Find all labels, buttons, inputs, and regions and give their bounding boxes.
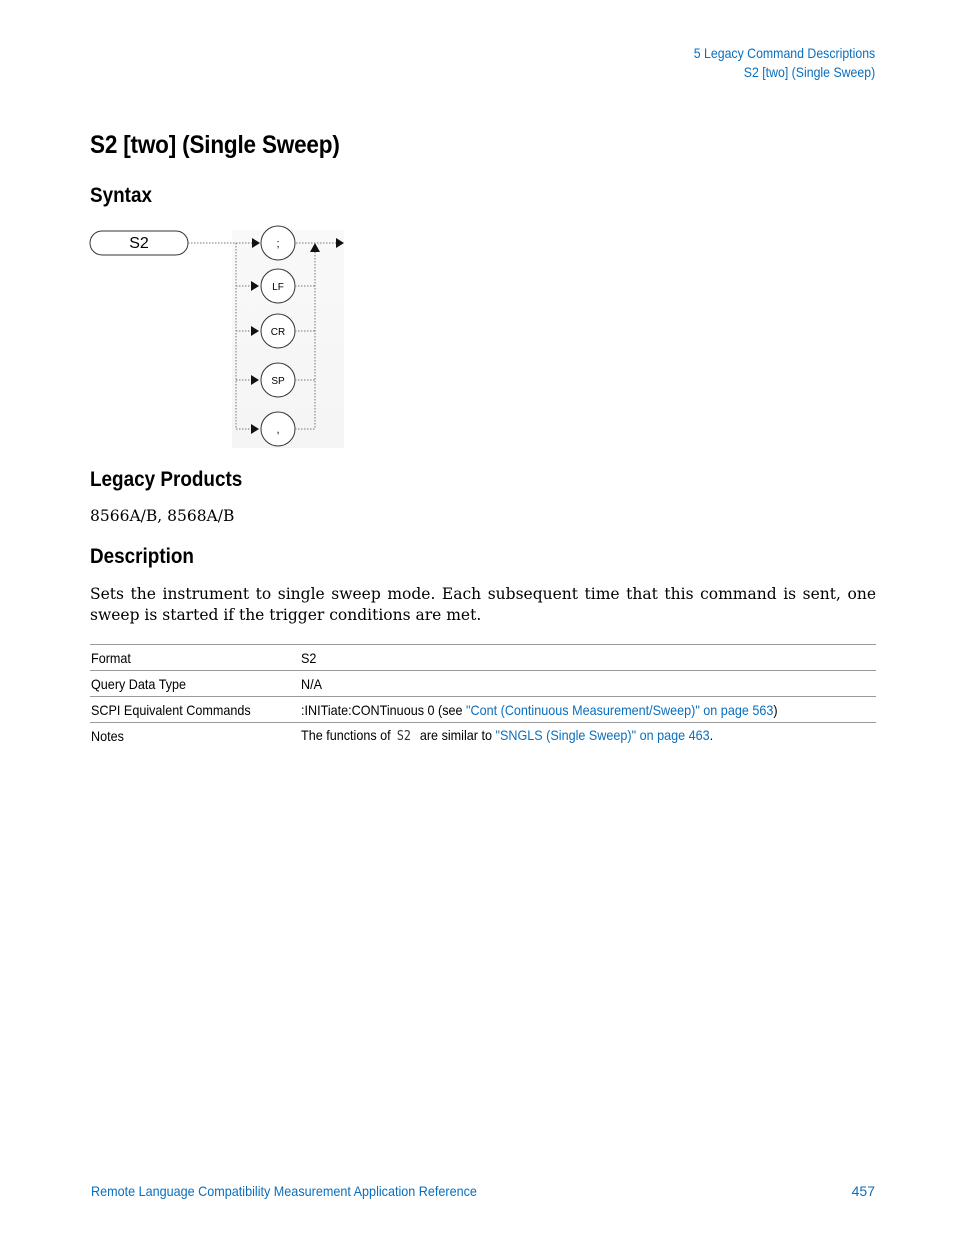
scpi-suffix: )	[773, 701, 778, 718]
svg-text:LF: LF	[272, 282, 284, 293]
query-data-type-value: N/A	[301, 675, 323, 692]
format-value: S2	[301, 649, 317, 666]
sngls-link[interactable]: "SNGLS (Single Sweep)" on page 463	[495, 727, 710, 743]
footer-book-title[interactable]: Remote Language Compatibility Measurement Application Reference	[91, 1183, 477, 1199]
command-pill	[90, 231, 188, 255]
running-header	[669, 44, 875, 82]
query-data-type-label: Query Data Type	[91, 675, 187, 692]
svg-text:,: ,	[276, 424, 280, 436]
cont-link[interactable]: "Cont (Continuous Measurement/Sweep)" on page 563	[466, 701, 774, 718]
scpi-command: :INITiate:CONTinuous 0 (see	[301, 701, 467, 718]
scpi-label: SCPI Equivalent Commands	[91, 701, 251, 718]
syntax-heading: Syntax	[90, 184, 152, 207]
notes-label: Notes	[91, 727, 124, 744]
legacy-products-heading: Legacy Products	[90, 468, 243, 491]
terminator-semicolon	[261, 226, 295, 260]
table-row	[90, 645, 876, 671]
description-text: Sets the instrument to single sweep mode. Each subsequent time that this command is sent, one sweep is started if the trigger conditions are met.	[90, 585, 876, 624]
table-row	[90, 671, 876, 697]
command-label: S2	[129, 235, 149, 252]
header-chapter-link[interactable]: 5 Legacy Command Descriptions	[693, 45, 875, 61]
notes-prefix: The functions of	[301, 727, 395, 743]
notes-middle: are similar to	[416, 727, 496, 743]
svg-text:SP: SP	[271, 376, 285, 387]
page-title: S2 [two] (Single Sweep)	[90, 131, 340, 159]
command-properties-table	[90, 644, 876, 748]
notes-code: S2	[396, 729, 411, 744]
syntax-diagram	[88, 222, 350, 450]
format-label: Format	[91, 649, 131, 666]
page-number: 457	[851, 1183, 875, 1199]
header-section-link[interactable]: S2 [two] (Single Sweep)	[743, 64, 875, 80]
svg-text:CR: CR	[270, 327, 286, 338]
table-row	[90, 697, 876, 723]
legacy-products-list: 8566A/B, 8568A/B	[90, 507, 235, 525]
description-heading: Description	[90, 545, 194, 568]
notes-suffix: .	[709, 727, 714, 743]
svg-text:;: ;	[276, 238, 280, 250]
table-row	[90, 723, 876, 749]
